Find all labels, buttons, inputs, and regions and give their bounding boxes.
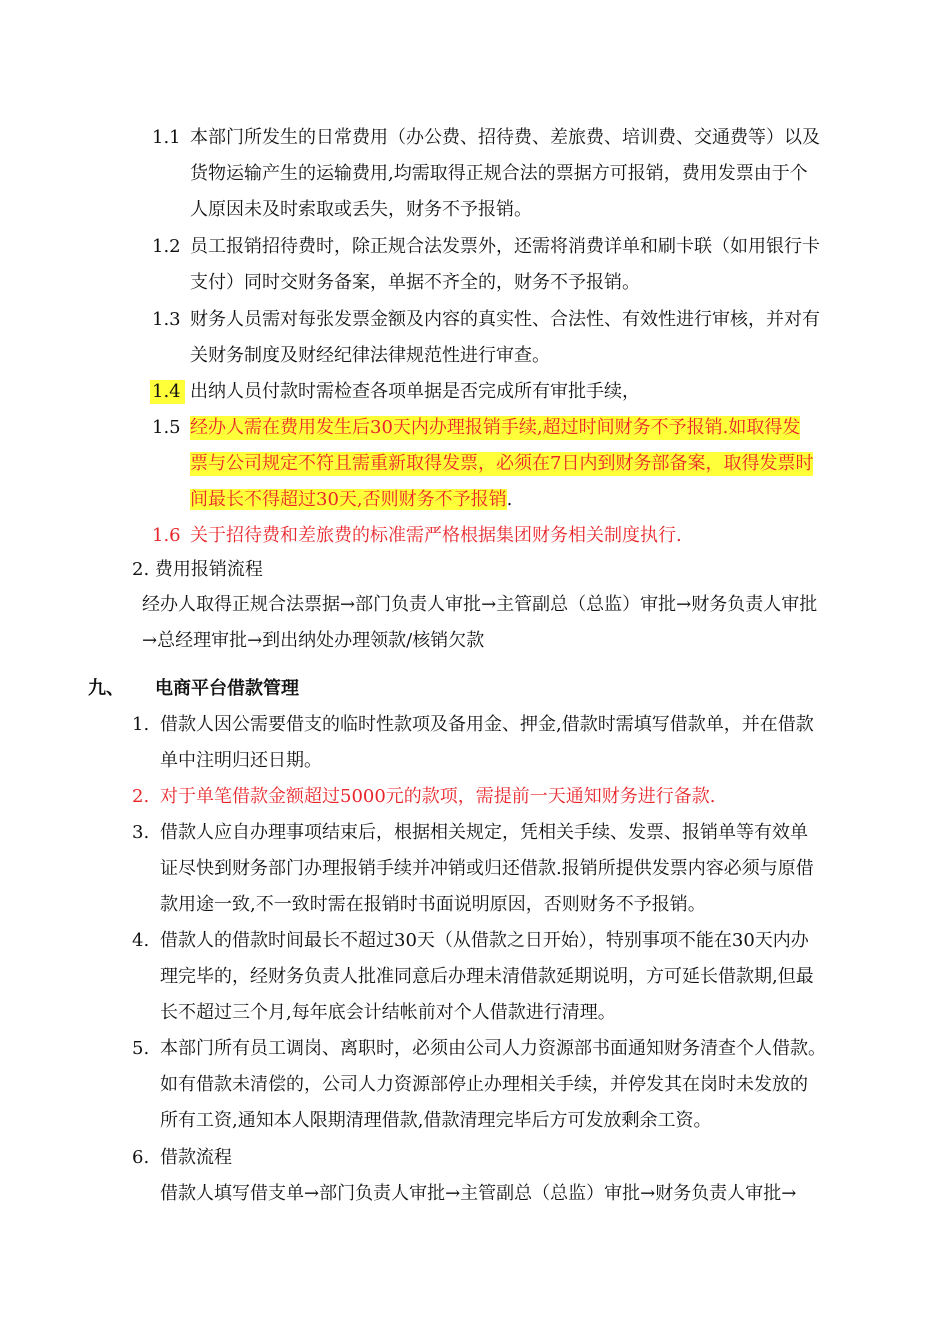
- paragraph-1-4-line-1: 出纳人员付款时需检查各项单据是否完成所有审批手续，: [190, 381, 640, 402]
- loan-item-1-line-2: 单中注明归还日期。: [160, 750, 322, 771]
- paragraph-1-2-line-1: 员工报销招待费时，除正规合法发票外，还需将消费详单和刷卡联（如用银行卡: [190, 236, 820, 257]
- item-number-1-4-highlighted: 1.4: [150, 380, 185, 404]
- paragraph-1-1-line-2: 货物运输产生的运输费用,均需取得正规合法的票据方可报销，费用发票由于个: [190, 163, 808, 184]
- chapter-9-number: 九、: [88, 678, 124, 699]
- item-number-1-3: 1.3: [152, 309, 181, 330]
- loan-item-1-line-1: 借款人因公需要借支的临时性款项及备用金、押金,借款时需填写借款单，并在借款: [160, 714, 814, 735]
- loan-item-3-line-1: 借款人应自办理事项结束后，根据相关规定，凭相关手续、发票、报销单等有效单: [160, 822, 808, 843]
- section-2-heading: 2. 费用报销流程: [132, 559, 263, 580]
- loan-item-5-number: 5.: [132, 1038, 150, 1059]
- loan-item-4-line-2: 理完毕的，经财务负责人批准同意后办理未清借款延期说明，方可延长借款期,但最: [160, 966, 814, 987]
- loan-item-3-line-3: 款用途一致,不一致时需在报销时书面说明原因，否则财务不予报销。: [160, 894, 706, 915]
- loan-item-3-line-2: 证尽快到财务部门办理报销手续并冲销或归还借款.报销所提供发票内容必须与原借: [160, 858, 814, 879]
- paragraph-1-5-line-1: 经办人需在费用发生后30天内办理报销手续,超过时间财务不予报销.如取得发: [190, 417, 801, 438]
- paragraph-1-1-line-1: 本部门所发生的日常费用（办公费、招待费、差旅费、培训费、交通费等）以及: [190, 127, 820, 148]
- item-number-1-2: 1.2: [152, 236, 181, 257]
- paragraph-1-5-line-3: [190, 488, 512, 512]
- loan-item-6-number: 6.: [132, 1147, 150, 1168]
- item-number-1-5: 1.5: [152, 417, 181, 438]
- loan-item-4-number: 4.: [132, 930, 150, 951]
- paragraph-1-5-line-2: 票与公司规定不符且需重新取得发票，必须在7日内到财务部备案，取得发票时: [190, 453, 814, 474]
- item-number-1-6: 1.6: [152, 525, 181, 546]
- loan-item-3-number: 3.: [132, 822, 150, 843]
- paragraph-1-3-line-2: 关财务制度及财经纪律法律规范性进行审查。: [190, 345, 550, 366]
- loan-item-1-number: 1.: [132, 714, 150, 735]
- loan-item-4-line-1: 借款人的借款时间最长不超过30天（从借款之日开始），特别事项不能在30天内办: [160, 930, 809, 951]
- reimbursement-flow-line-2: →总经理审批→到出纳处办理领款/核销欠款: [142, 630, 485, 651]
- paragraph-1-5-line-3-period: .: [506, 489, 513, 510]
- loan-item-2-number: 2.: [132, 786, 150, 807]
- reimbursement-flow-line-1: 经办人取得正规合法票据→部门负责人审批→主管副总（总监）审批→财务负责人审批: [142, 594, 818, 615]
- paragraph-1-5-line-3-text: 间最长不得超过30天,否则财务不予报销: [190, 489, 507, 510]
- item-number-1-1: 1.1: [152, 127, 181, 148]
- loan-item-5-line-1: 本部门所有员工调岗、离职时，必须由公司人力资源部书面通知财务清查个人借款。: [160, 1038, 826, 1059]
- loan-item-6-line-1: 借款流程: [160, 1147, 232, 1168]
- loan-item-5-line-2: 如有借款未清偿的，公司人力资源部停止办理相关手续，并停发其在岗时未发放的: [160, 1074, 808, 1095]
- loan-flow-line: 借款人填写借支单→部门负责人审批→主管副总（总监）审批→财务负责人审批→: [160, 1183, 797, 1204]
- paragraph-1-2-line-2: 支付）同时交财务备案，单据不齐全的，财务不予报销。: [190, 272, 640, 293]
- loan-item-2-line-1: 对于单笔借款金额超过5000元的款项，需提前一天通知财务进行备款.: [160, 786, 716, 807]
- paragraph-1-3-line-1: 财务人员需对每张发票金额及内容的真实性、合法性、有效性进行审核，并对有: [190, 309, 820, 330]
- loan-item-4-line-3: 长不超过三个月,每年底会计结帐前对个人借款进行清理。: [160, 1002, 616, 1023]
- loan-item-5-line-3: 所有工资,通知本人限期清理借款,借款清理完毕后方可发放剩余工资。: [160, 1110, 712, 1131]
- paragraph-1-6-line-1: 关于招待费和差旅费的标准需严格根据集团财务相关制度执行.: [190, 525, 682, 546]
- paragraph-1-1-line-3: 人原因未及时索取或丢失，财务不予报销。: [190, 199, 532, 220]
- chapter-9-title: 电商平台借款管理: [155, 678, 299, 699]
